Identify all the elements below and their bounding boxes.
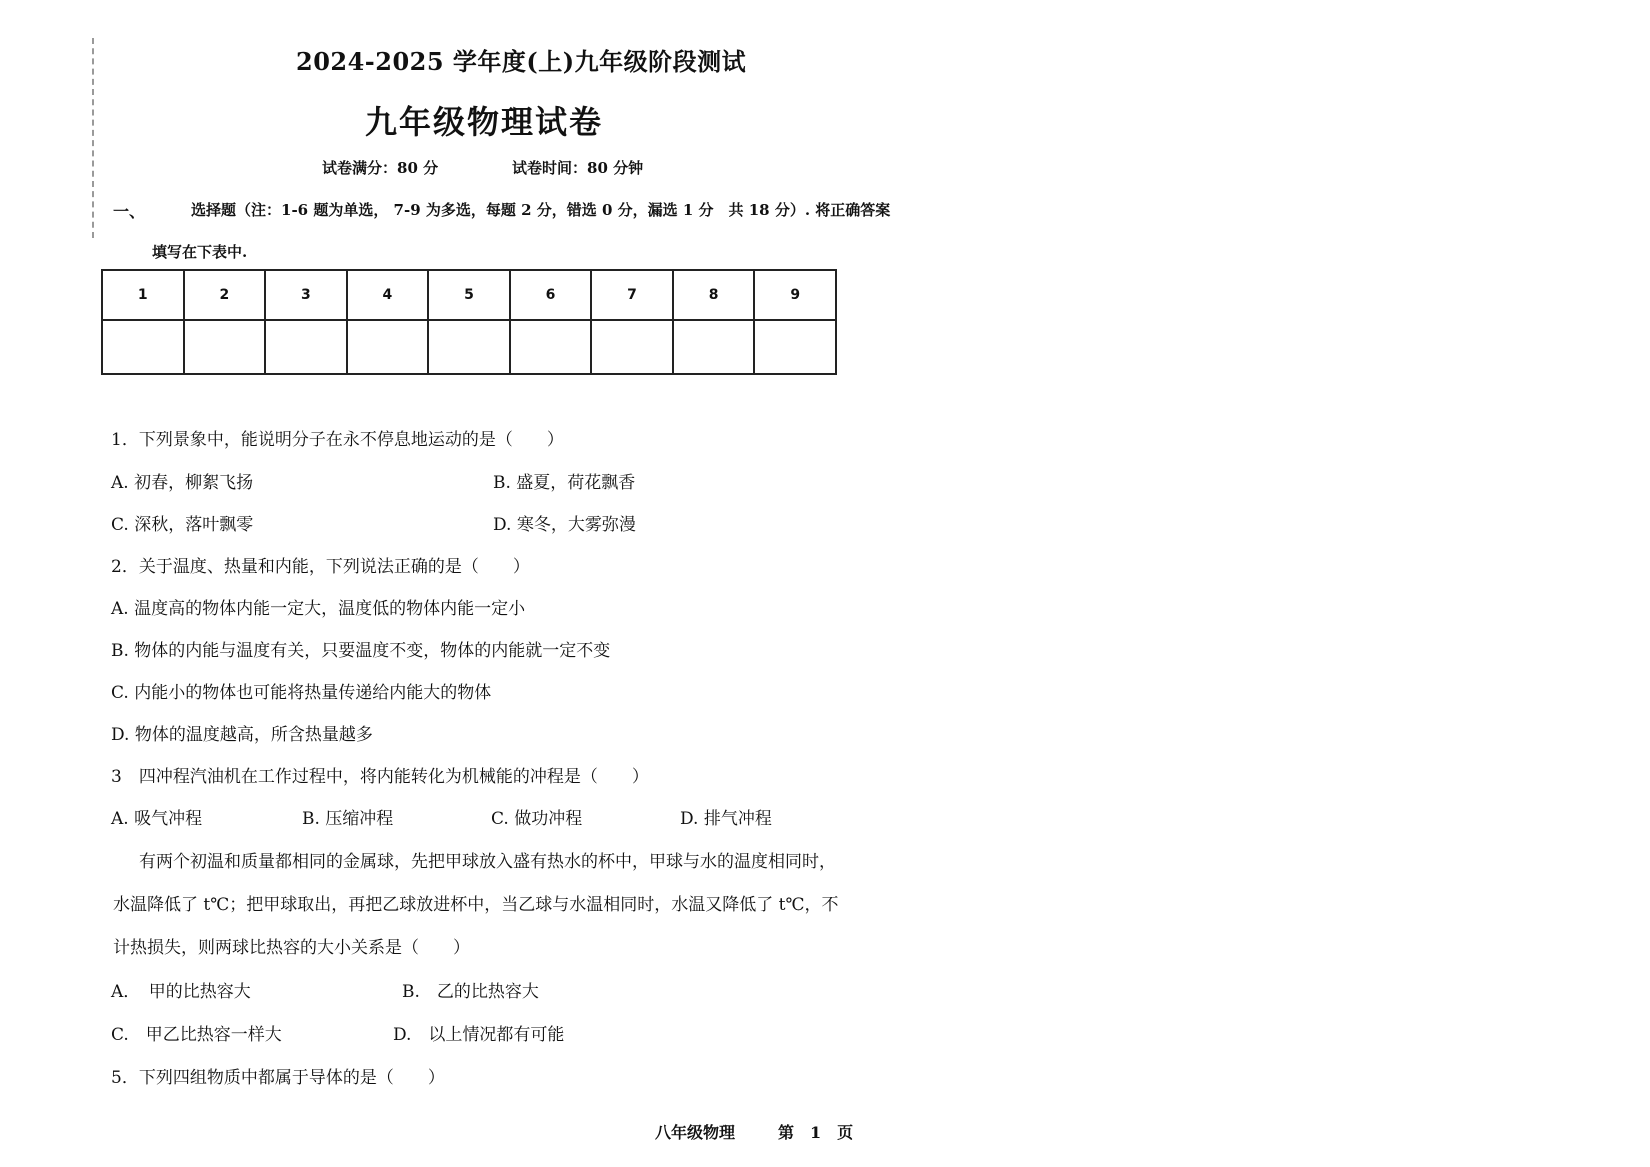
question-3-option-b: B. 压缩冲程	[302, 809, 394, 829]
question-2-stem: 2．关于温度、热量和内能，下列说法正确的是（ ）	[111, 557, 530, 577]
answer-cell	[754, 320, 836, 374]
question-3-option-a: A. 吸气冲程	[111, 809, 203, 829]
paper-title: 九年级物理试卷	[365, 103, 604, 141]
answer-table-blank-row	[102, 320, 836, 374]
answer-col-header: 9	[754, 270, 836, 320]
answer-cell	[347, 320, 429, 374]
answer-col-header: 5	[428, 270, 510, 320]
answer-col-header: 8	[673, 270, 755, 320]
full-score: 试卷满分：80 分	[322, 159, 439, 177]
time-limit: 试卷时间：80 分钟	[512, 159, 644, 177]
answer-table	[101, 269, 837, 375]
section-instruction: 选择题（注：1-6 题为单选， 7-9 为多选，每题 2 分，错选 0 分，漏选 1 分 共 18 分）. 将正确答案	[191, 201, 891, 219]
section-instruction-cont: 填写在下表中.	[152, 243, 248, 261]
answer-cell	[265, 320, 347, 374]
answer-col-header: 2	[184, 270, 266, 320]
answer-table-header-row	[102, 270, 836, 320]
question-5-stem: 5．下列四组物质中都属于导体的是（ ）	[111, 1068, 445, 1088]
exam-title: 2024-2025 学年度(上)九年级阶段测试	[296, 47, 747, 76]
answer-col-header: 6	[510, 270, 592, 320]
question-3-option-c: C. 做功冲程	[491, 809, 583, 829]
question-4-option-a: A． 甲的比热容大	[111, 982, 251, 1002]
question-1-option-b: B. 盛夏，荷花飘香	[493, 473, 636, 493]
question-4-option-b: B. 乙的比热容大	[402, 982, 539, 1002]
question-3-option-d: D. 排气冲程	[680, 809, 772, 829]
question-4-option-d: D. 以上情况都有可能	[393, 1025, 565, 1045]
answer-cell	[591, 320, 673, 374]
answer-cell	[510, 320, 592, 374]
question-2-option-c: C. 内能小的物体也可能将热量传递给内能大的物体	[111, 683, 492, 703]
question-4-stem-line-1: 有两个初温和质量都相同的金属球，先把甲球放入盛有热水的杯中，甲球与水的温度相同时，	[139, 852, 836, 872]
question-4-option-c: C. 甲乙比热容一样大	[111, 1025, 282, 1045]
question-2-option-a: A. 温度高的物体内能一定大，温度低的物体内能一定小	[111, 599, 526, 619]
question-1-option-d: D. 寒冬，大雾弥漫	[493, 515, 636, 535]
question-2-option-b: B. 物体的内能与温度有关，只要温度不变，物体的内能就一定不变	[111, 641, 611, 661]
page-edge-marker	[92, 38, 94, 238]
question-4-stem-line-3: 计热损失，则两球比热容的大小关系是（ ）	[113, 938, 470, 958]
answer-cell	[428, 320, 510, 374]
question-2-option-d: D. 物体的温度越高，所含热量越多	[111, 725, 373, 745]
answer-cell	[673, 320, 755, 374]
answer-cell	[102, 320, 184, 374]
answer-col-header: 7	[591, 270, 673, 320]
answer-col-header: 1	[102, 270, 184, 320]
question-3-stem: 3 四冲程汽油机在工作过程中，将内能转化为机械能的冲程是（ ）	[111, 767, 649, 787]
question-1-stem: 1．下列景象中，能说明分子在永不停息地运动的是（ ）	[111, 430, 564, 450]
footer-page-number: 第 1 页	[778, 1123, 854, 1142]
footer-subject: 八年级物理	[655, 1123, 736, 1142]
question-4-stem-line-2: 水温降低了 t℃；把甲球取出，再把乙球放进杯中，当乙球与水温相同时，水温又降低了 t℃，不	[113, 895, 839, 915]
answer-col-header: 3	[265, 270, 347, 320]
section-number: 一、	[113, 202, 146, 221]
answer-col-header: 4	[347, 270, 429, 320]
question-1-option-c: C. 深秋，落叶飘零	[111, 515, 254, 535]
question-1-option-a: A. 初春，柳絮飞扬	[111, 473, 254, 493]
answer-cell	[184, 320, 266, 374]
